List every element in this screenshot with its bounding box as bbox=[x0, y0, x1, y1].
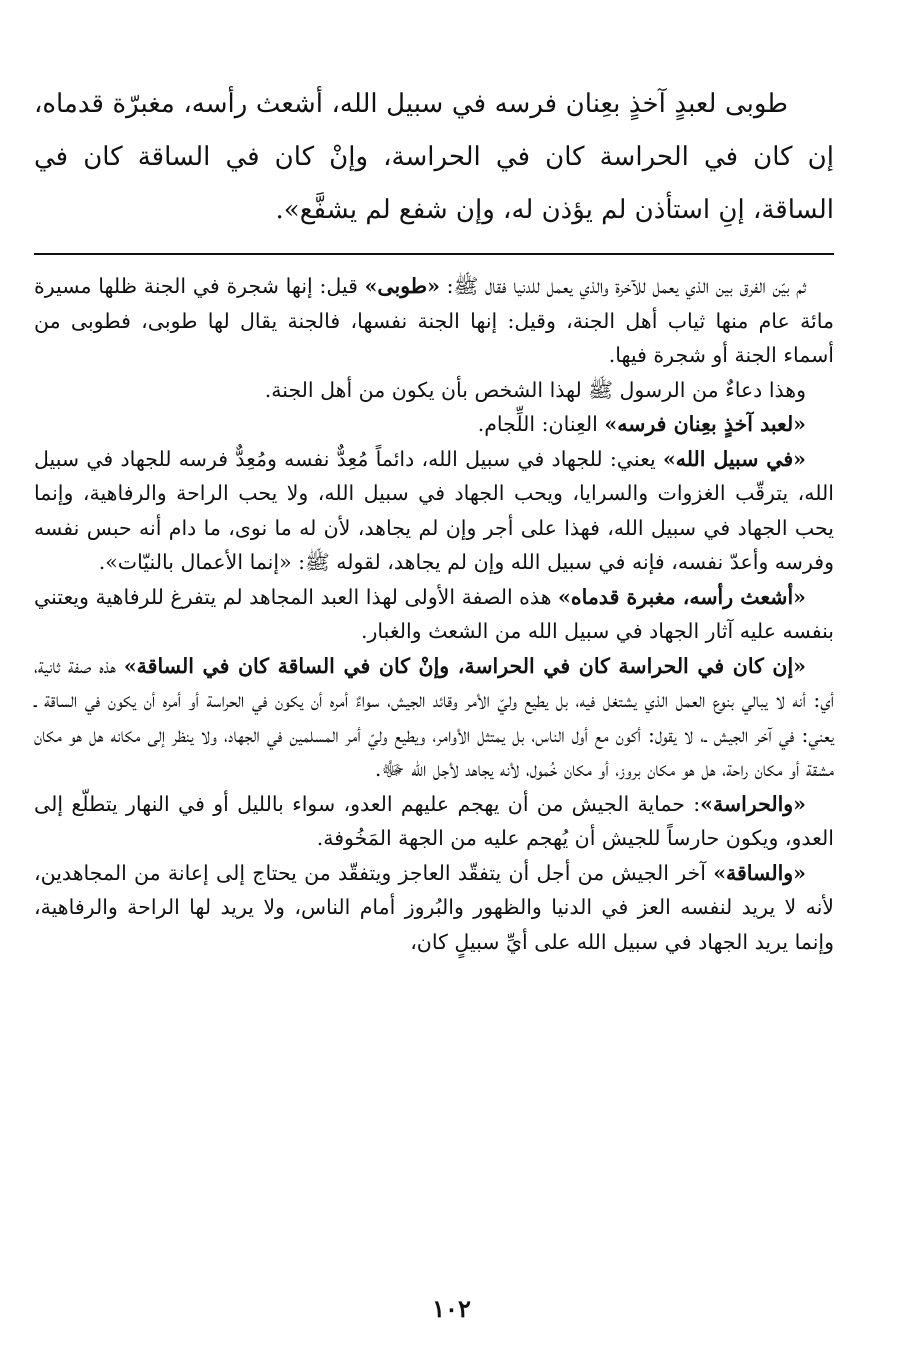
commentary-paragraph-hirasa bbox=[34, 787, 834, 856]
paragraph-text: العِنان: اللِّجام. bbox=[477, 412, 605, 436]
quoted-phrase: «والحراسة» bbox=[700, 791, 806, 816]
commentary-paragraph-dua: وهذا دعاءٌ من الرسول ﷺ لهذا الشخص بأن يكون من أهل الجنة. bbox=[264, 377, 806, 402]
hadith-text-block bbox=[34, 78, 834, 237]
commentary-paragraph-saqa bbox=[34, 856, 834, 960]
page-number: ١٠٢ bbox=[432, 1294, 471, 1323]
quoted-phrase: «في سبيل الله» bbox=[662, 446, 806, 471]
commentary-block bbox=[34, 269, 834, 959]
quoted-phrase: «والساقة» bbox=[713, 860, 806, 885]
commentary-paragraph-tuba bbox=[34, 269, 834, 373]
paragraph-text: : حماية الجيش من أن يهجم عليهم العدو، سواء بالليل أو في النهار يتطلّع إلى العدو، ويكون حارساً للجيش أن يُهجم عليه من الجهة المَخُوفة. bbox=[34, 791, 834, 850]
paragraph-text: هذه الصفة الأولى لهذا العبد المجاهد لم يتفرغ للرفاهية ويعتني بنفسه عليه آثار الجهاد في سبيل الله من الشعث والغبار. bbox=[34, 584, 834, 643]
quoted-phrase: «لعبد آخذٍ بعِنان فرسه» bbox=[604, 412, 806, 436]
quoted-phrase: «إن كان في الحراسة كان في الحراسة، وإنْ كان في الساقة كان في الساقة» bbox=[123, 653, 806, 678]
paragraph-text: قيل: إنها شجرة في الجنة ظلها مسيرة مائة عام منها ثياب أهل الجنة، وقيل: إنها الجنة نفسها، فالجنة يقال لها طوبى، فطوبى من أسماء الجنة أو شجرة فيها. bbox=[34, 274, 834, 367]
hadith-paragraph: طوبى لعبدٍ آخذٍ بعِنان فرسه في سبيل الله، أشعث رأسه، مغبرّة قدماه، إن كان في الحراسة كان في الحراسة، وإنْ كان في الساقة كان في الساقة، إنِ استأذن لم يؤذن له، وإن شفع لم يشفَّع». bbox=[34, 89, 834, 225]
commentary-paragraph-fi-sabil bbox=[34, 442, 834, 580]
page-body bbox=[34, 78, 834, 959]
paragraph-text: يعني: للجهاد في سبيل الله، دائماً مُعِدٌّ نفسه ومُعِدٌّ فرسه للجهاد في سبيل الله، يترقّب الغزوات والسرايا، ويحب الجهاد في سبيل الله، ولا يحب الراحة والرفاهية، وإنما يحب الجهاد في سبيل الله، فهذا على أجر وإن لم يجاهد، لأن له ما نوى، ما دام أنه حبس نفسه وفرسه وأعدّ نفسه، فإنه في سبيل الله وإن لم يجاهد، لقوله ﷺ: «إنما الأعمال بالنيّات». bbox=[34, 446, 834, 574]
quoted-phrase: «طوبى» bbox=[364, 274, 440, 298]
paragraph-lead-text: ثم بيّن الفرق بين الذي يعمل للآخرة والذي يعمل للدنيا فقال ﷺ: bbox=[439, 274, 806, 298]
commentary-paragraph-inan bbox=[34, 407, 834, 442]
paragraph-text: هذه صفة ثانية، أي: أنه لا يبالي بنوع العمل الذي يشتغل فيه، بل يطيع وليّ الأمر وقائد الجيش، سواءٌ أمره أن يكون في الحراسة أو أمره أن يكون في الساقة ـ يعني: في آخر الجيش ـ، لا يقول: أكون مع أول الناس، بل يمتثل الأوامر، ويطيع وليّ أمر المسلمين في الجهاد، ولا ينظر إلى مكانه هل هو مكان مشقة أو مكان راحة، هل هو مكان بروز، أو مكان خُمول، لأنه يجاهد لأجل الله ﷻ. bbox=[34, 653, 834, 781]
quoted-phrase: «أشعث رأسه، مغبرة قدماه» bbox=[558, 584, 806, 609]
separator-line bbox=[34, 253, 834, 255]
commentary-paragraph-hirasa-saqa bbox=[34, 649, 834, 787]
paragraph-text: آخر الجيش من أجل أن يتفقّد العاجز ويتفقّد من يحتاج إلى إعانة من المجاهدين، لأنه لا يريد لنفسه العز في الدنيا والظهور والبُروز أمام الناس، ولا يريد لها الراحة والرفاهية، وإنما يريد الجهاد في سبيل الله على أيِّ سبيلٍ كان، bbox=[34, 860, 834, 954]
commentary-paragraph-ashath bbox=[34, 580, 834, 649]
